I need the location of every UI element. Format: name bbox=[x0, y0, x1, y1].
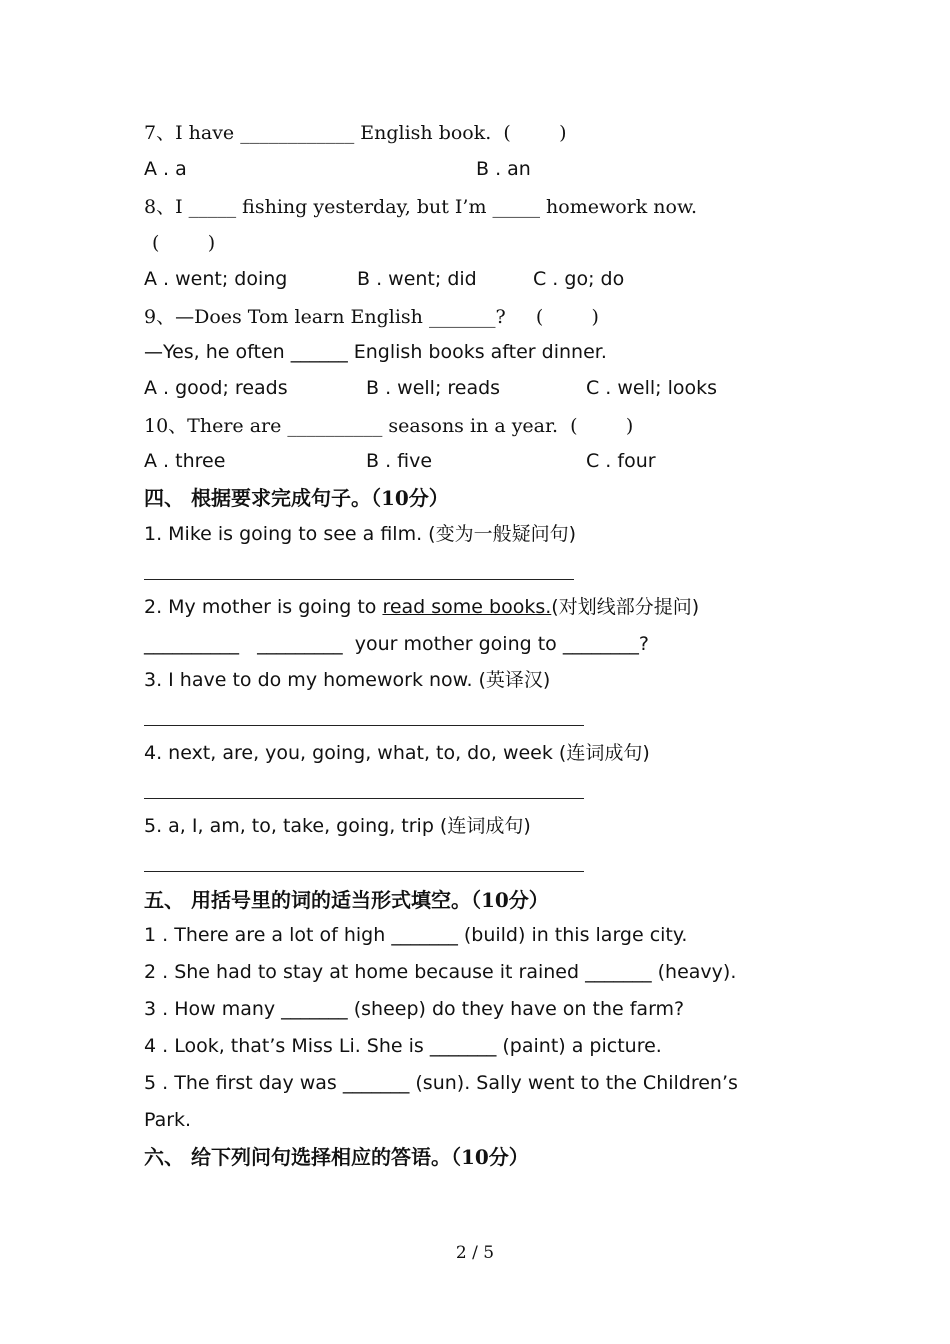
question-9-option-a: A . good; reads bbox=[144, 377, 288, 399]
section-4-question-5: 5. a, I, am, to, take, going, trip (连词成句) bbox=[144, 815, 531, 837]
section-5-question-5-continued: Park. bbox=[144, 1109, 192, 1131]
answer-line bbox=[144, 798, 584, 799]
section-4-heading: 四、 根据要求完成句子。（10分） bbox=[144, 486, 449, 510]
underlined-phrase: read some books. bbox=[382, 596, 552, 618]
question-7-option-b: B . an bbox=[476, 158, 531, 180]
answer-line bbox=[144, 871, 584, 872]
question-8: 8、I _____ fishing yesterday, but I’m _____ homework now. bbox=[144, 196, 698, 218]
question-9-option-b: B . well; reads bbox=[366, 377, 501, 399]
section-4-question-1: 1. Mike is going to see a film. (变为一般疑问句) bbox=[144, 523, 576, 545]
question-9-reply: —Yes, he often ______ English books after dinner. bbox=[144, 341, 607, 363]
section-4-question-2-answer: __________ _________ your mother going to ________? bbox=[144, 633, 649, 655]
section-4-question-4: 4. next, are, you, going, what, to, do, week (连词成句) bbox=[144, 742, 650, 764]
question-10-option-c: C . four bbox=[586, 450, 656, 472]
section-5-question-3: 3 . How many _______ (sheep) do they have on the farm? bbox=[144, 998, 685, 1020]
section-4-question-2: 2. My mother is going to read some books.(对划线部分提问) bbox=[144, 596, 700, 618]
question-10: 10、There are __________ seasons in a year. ( ) bbox=[144, 415, 634, 437]
question-9-option-c: C . well; looks bbox=[586, 377, 718, 399]
question-8-answer-paren: ( ) bbox=[152, 232, 216, 254]
section-5-question-2: 2 . She had to stay at home because it rained _______ (heavy). bbox=[144, 961, 737, 983]
answer-line bbox=[144, 579, 574, 580]
question-7: 7、I have ____________ English book. ( ) bbox=[144, 122, 567, 144]
answer-line bbox=[144, 725, 584, 726]
section-5-question-1: 1 . There are a lot of high _______ (build) in this large city. bbox=[144, 924, 688, 946]
question-7-option-a: A . a bbox=[144, 158, 187, 180]
section-4-question-3: 3. I have to do my homework now. (英译汉) bbox=[144, 669, 551, 691]
section-6-heading: 六、 给下列问句选择相应的答语。（10分） bbox=[144, 1145, 529, 1169]
page-number: 2 / 5 bbox=[455, 1243, 495, 1263]
question-8-option-c: C . go; do bbox=[533, 268, 625, 290]
question-10-option-a: A . three bbox=[144, 450, 226, 472]
section-5-question-5: 5 . The first day was _______ (sun). Sally went to the Children’s bbox=[144, 1072, 738, 1094]
question-10-option-b: B . five bbox=[366, 450, 433, 472]
section-5-question-4: 4 . Look, that’s Miss Li. She is _______ (paint) a picture. bbox=[144, 1035, 662, 1057]
question-8-option-b: B . went; did bbox=[357, 268, 477, 290]
question-8-option-a: A . went; doing bbox=[144, 268, 288, 290]
question-9: 9、—Does Tom learn English _______? ( ) bbox=[144, 306, 599, 328]
section-5-heading: 五、 用括号里的词的适当形式填空。（10分） bbox=[144, 888, 549, 912]
